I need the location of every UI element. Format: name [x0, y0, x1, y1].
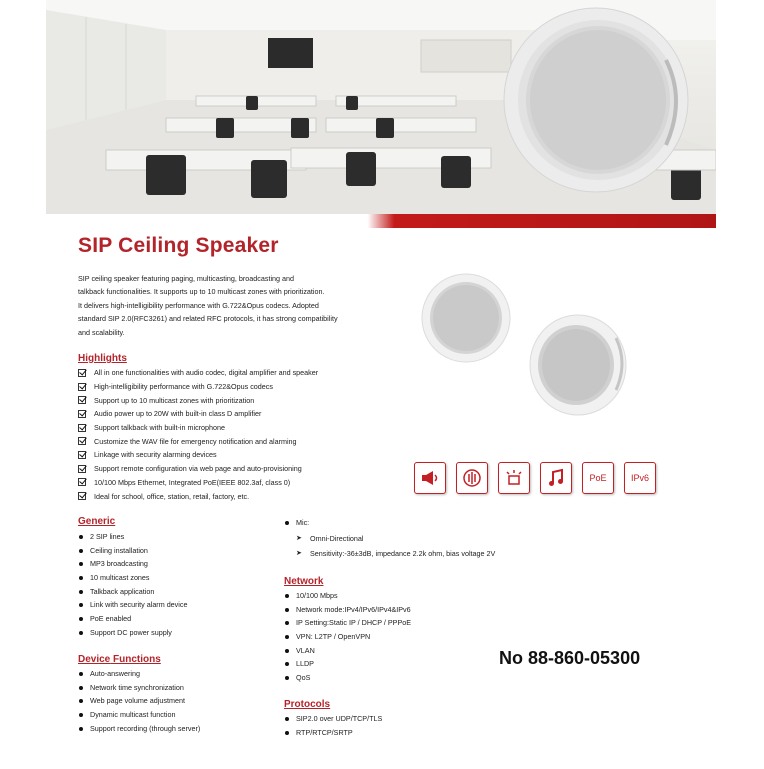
- network-list: [284, 589, 411, 685]
- network-item: LLDP: [284, 657, 411, 671]
- speaker-angle-view: [530, 315, 626, 415]
- device-function-item: Dynamic multicast function: [78, 708, 200, 722]
- protocol-item: SIP2.0 over UDP/TCP/TLS: [284, 712, 382, 726]
- protocol-item: RTP/RTCP/SRTP: [284, 726, 382, 740]
- device-functions-list: [78, 667, 200, 735]
- intro-line: talkback functionalities. It supports up to 10 multicast zones with prioritization.: [78, 287, 325, 297]
- feature-icons: [414, 462, 656, 494]
- generic-item: MP3 broadcasting: [78, 557, 187, 571]
- intro-line: standard SIP 2.0(RFC3261) and related RFC protocols, it has strong compatibility: [78, 314, 338, 324]
- intro-line: It delivers high-intelligibility performance with G.722&Opus codecs. Adopted: [78, 300, 319, 310]
- highlight-item: All in one functionalities with audio codec, digital amplifier and speaker: [78, 366, 318, 380]
- order-number: No 88-860-05300: [499, 648, 641, 668]
- highlights-title: Highlights: [78, 353, 127, 364]
- generic-title: Generic: [78, 516, 116, 527]
- mic-item: ➤ Sensitivity:-36±3dB, impedance 2.2k ohm, bias voltage 2V: [296, 546, 495, 561]
- highlight-item: 10/100 Mbps Ethernet, Integrated PoE(IEEE 802.3af, class 0): [78, 476, 318, 490]
- network-item: VPN: L2TP / OpenVPN: [284, 630, 411, 644]
- highlight-item: Audio power up to 20W with built-in class D amplifier: [78, 407, 318, 421]
- checkbox-icon: [78, 410, 86, 418]
- network-item: QoS: [284, 671, 411, 685]
- checkbox-icon: [78, 369, 86, 377]
- highlight-item: Customize the WAV file for emergency notification and alarming: [78, 434, 318, 448]
- device-function-item: Auto-answering: [78, 667, 200, 681]
- music-note-icon: [540, 462, 572, 494]
- poe-icon: PoE: [582, 462, 614, 494]
- alarm-light-icon: [498, 462, 530, 494]
- ipv6-icon: IPv6: [624, 462, 656, 494]
- generic-item: Link with security alarm device: [78, 598, 187, 612]
- checkbox-icon: [78, 424, 86, 432]
- sound-wave-icon: [456, 462, 488, 494]
- megaphone-icon: [414, 462, 446, 494]
- intro-line: and scalability.: [78, 327, 125, 337]
- checkbox-icon: [78, 437, 86, 445]
- network-item: VLAN: [284, 644, 411, 658]
- checkbox-icon: [78, 478, 86, 486]
- generic-item: PoE enabled: [78, 612, 187, 626]
- hero-red-bar: [46, 214, 716, 228]
- mic-label: Mic:: [284, 516, 309, 530]
- speaker-product-images: [418, 268, 628, 418]
- network-item: 10/100 Mbps: [284, 589, 411, 603]
- generic-item: Support DC power supply: [78, 626, 187, 640]
- checkbox-icon: [78, 492, 86, 500]
- classroom-scene: [46, 0, 716, 228]
- protocols-list: [284, 712, 382, 739]
- ceiling-speaker-hero: [504, 8, 688, 192]
- highlight-item: Ideal for school, office, station, retail, factory, etc.: [78, 489, 318, 503]
- checkbox-icon: [78, 383, 86, 391]
- network-item: Network mode:IPv4/IPv6/IPv4&IPv6: [284, 603, 411, 617]
- generic-item: Ceiling installation: [78, 544, 187, 558]
- device-function-item: Support recording (through server): [78, 722, 200, 736]
- checkbox-icon: [78, 465, 86, 473]
- hero-image: [46, 0, 716, 228]
- highlight-item: Support talkback with built-in microphone: [78, 421, 318, 435]
- device-functions-title: Device Functions: [78, 654, 161, 665]
- protocols-title: Protocols: [284, 699, 331, 710]
- highlight-item: Support up to 10 multicast zones with prioritization: [78, 393, 318, 407]
- generic-list: [78, 530, 187, 640]
- highlight-item: High-intelligibility performance with G.722&Opus codecs: [78, 380, 318, 394]
- mic-item: ➤ Omni-Directional: [296, 531, 495, 546]
- highlight-item: Linkage with security alarming devices: [78, 448, 318, 462]
- checkbox-icon: [78, 451, 86, 459]
- checkbox-icon: [78, 396, 86, 404]
- mic-details: [296, 531, 495, 561]
- generic-item: 10 multicast zones: [78, 571, 187, 585]
- intro-paragraph: [78, 272, 383, 339]
- page-title: SIP Ceiling Speaker: [78, 234, 279, 257]
- generic-item: 2 SIP lines: [78, 530, 187, 544]
- device-function-item: Network time synchronization: [78, 681, 200, 695]
- generic-item: Talkback application: [78, 585, 187, 599]
- intro-line: SIP ceiling speaker featuring paging, multicasting, broadcasting and: [78, 274, 295, 283]
- highlight-item: Support remote configuration via web page and auto-provisioning: [78, 462, 318, 476]
- network-item: IP Setting:Static IP / DHCP / PPPoE: [284, 616, 411, 630]
- highlights-list: [78, 366, 318, 503]
- mic-list: [284, 516, 309, 530]
- speaker-front-view: [422, 274, 510, 362]
- device-function-item: Web page volume adjustment: [78, 694, 200, 708]
- network-title: Network: [284, 576, 324, 587]
